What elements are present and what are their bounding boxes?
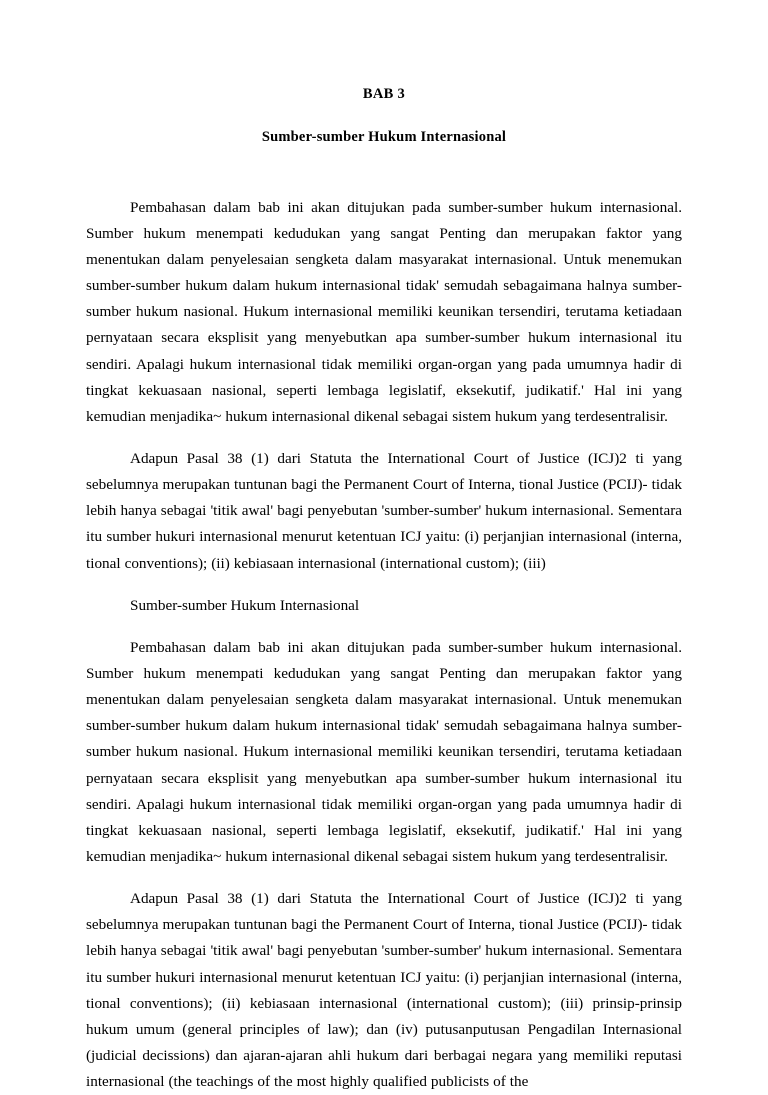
paragraph-1: Pembahasan dalam bab ini akan ditujukan pada sumber-sumber hukum internasional. Sumber hukum menempati kedudukan yang sangat Penting dan merupakan faktor yang menentukan dalam penyelesaian sengketa dalam masyarakat internasional. Untuk menemukan sumber-sumber hukum dalam hukum internasional tidak' semudah sebagaimana halnya sumber-sumber hukum nasional. Hukum internasional memiliki keunikan tersendiri, terutama ketiadaan pernyataan secara eksplisit yang menyebutkan apa sumber-sumber hukum internasional itu sendiri. Apalagi hukum internasional tidak memiliki organ-organ yang pada umumnya hadir di tingkat kekuasaan nasional, seperti lembaga legislatif, eksekutif, judikatif.' Hal ini yang kemudian menjadika~ hukum internasional dikenal sebagai sistem hukum yang terdesentralisir. bbox=[86, 198, 682, 425]
paragraph-2: Adapun Pasal 38 (1) dari Statuta the International Court of Justice (ICJ)2 ti yang sebelumnya merupakan tuntunan bagi the Permanent Court of Interna, tional Justice (PCIJ)- tidak lebih hanya sebagai 'titik awal' bagi penyebutan 'sumber-sumber' hukum internasional. Sementara itu sumber hukuri internasional menurut ketentuan ICJ yaitu: (i) perjanjian internasional (interna, tional conventions); (ii) kebiasaan internasional (international custom); (iii) bbox=[86, 450, 682, 572]
paragraph-3: Pembahasan dalam bab ini akan ditujukan pada sumber-sumber hukum internasional. Sumber hukum menempati kedudukan yang sangat Penting dan merupakan faktor yang menentukan dalam penyelesaian sengketa dalam masyarakat internasional. Untuk menemukan sumber-sumber hukum dalam hukum internasional tidak' semudah sebagaimana halnya sumber-sumber hukum nasional. Hukum internasional memiliki keunikan tersendiri, terutama ketiadaan pernyataan secara eksplisit yang menyebutkan apa sumber-sumber hukum internasional itu sendiri. Apalagi hukum internasional tidak memiliki organ-organ yang pada umumnya hadir di tingkat kekuasaan nasional, seperti lembaga legislatif, eksekutif, judikatif.' Hal ini yang kemudian menjadika~ hukum internasional dikenal sebagai sistem hukum yang terdesentralisir. bbox=[86, 638, 682, 866]
paragraph-4: Adapun Pasal 38 (1) dari Statuta the International Court of Justice (ICJ)2 ti yang sebelumnya merupakan tuntunan bagi the Permanent Court of Interna, tional Justice (PCIJ)- tidak lebih hanya sebagai 'titik awal' bagi penyebutan 'sumber-sumber' hukum internasional. Sementara itu sumber hukuri internasional menurut ketentuan ICJ yaitu: (i) perjanjian internasional (interna, tional conventions); (ii) kebiasaan internasional (international custom); (iii) prinsip-prinsip hukum umum (general principles of law); dan (iv) putusanputusan Pengadilan Internasional (judicial decissions) dan ajaran-ajaran ahli hukum dari berbagai negara yang memiliki reputasi internasional (the teachings of the most highly qualified publicists of the bbox=[86, 890, 682, 1091]
inline-subheading: Sumber-sumber Hukum Internasional bbox=[130, 596, 360, 614]
document-body bbox=[86, 195, 682, 1095]
page-title: Sumber-sumber Hukum Internasional bbox=[261, 129, 507, 146]
chapter-label: BAB 3 bbox=[362, 86, 406, 102]
